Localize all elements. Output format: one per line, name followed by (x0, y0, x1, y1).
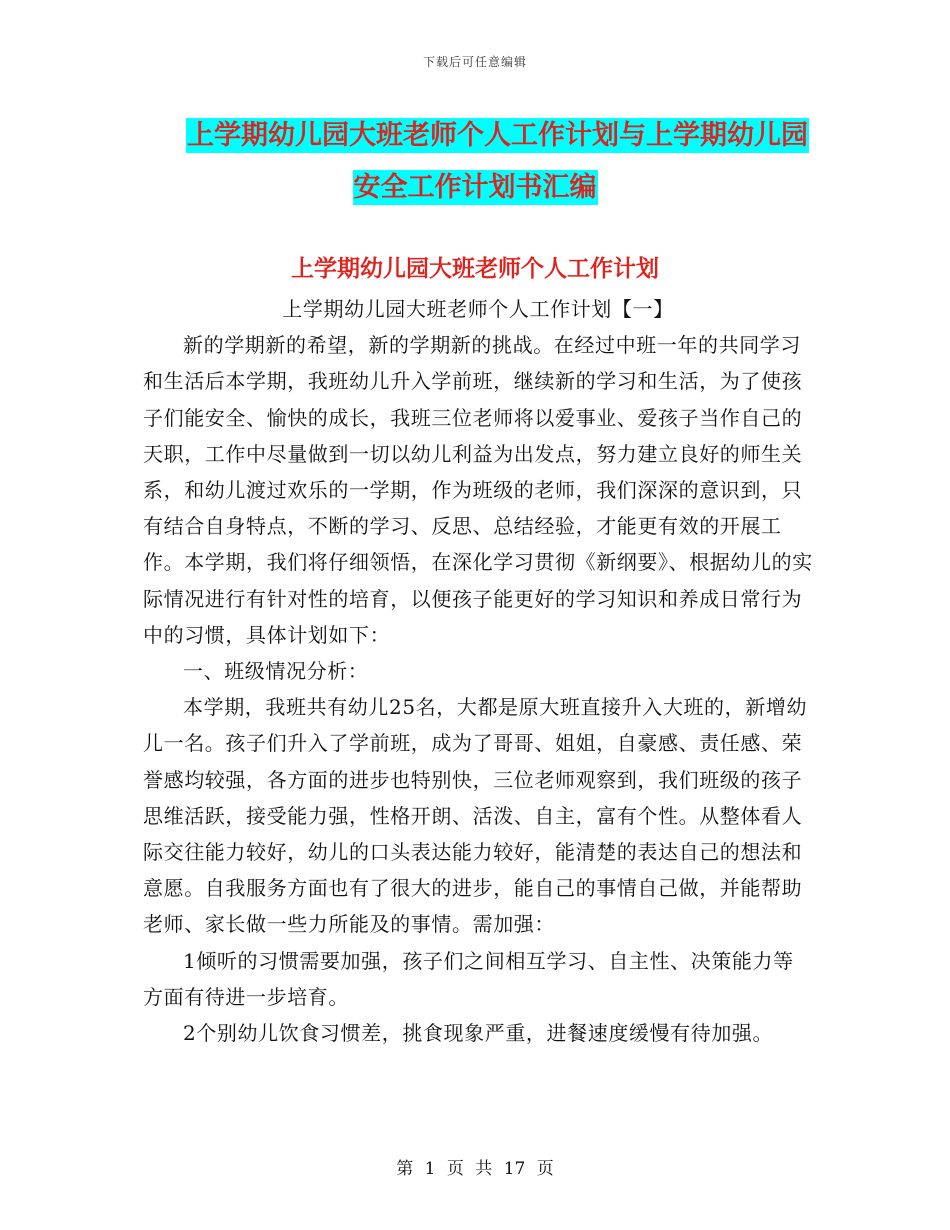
title-highlight-2: 安全工作计划书汇编 (353, 172, 597, 203)
document-title-line-1 (0, 110, 950, 162)
section-title: 上学期幼儿园大班老师个人工作计划 (291, 256, 659, 282)
paragraph-item-2: 2个别幼儿饮食习惯差，挑食现象严重，进餐速度缓慢有待加强。 (183, 1021, 774, 1046)
document-body (143, 291, 813, 1051)
paragraph-item-1: 1倾听的习惯需要加强，孩子们之间相互学习、自主性、决策能力等方面有待进一步培育。 (143, 948, 794, 1009)
plan-subtitle: 上学期幼儿园大班老师个人工作计划【一】 (282, 297, 674, 321)
paragraph-class-analysis: 本学期，我班共有幼儿25名，大都是原大班直接升入大班的，新增幼儿一名。孩子们升入了学前班，成为了哥哥、姐姐，自豪感、责任感、荣誉感均较强，各方面的进步也特别快，三位老师观察到，我们班级的孩子思维活跃，接受能力强，性格开朗、活泼、自主，富有个性。从整体看人际交往能力较好，幼儿的口头表达能力较好，能清楚的表达自己的想法和意愿。自我服务方面也有了很大的进步，能自己的事情自己做，并能帮助老师、家长做一些力所能及的事情。需加强： (143, 695, 808, 937)
title-highlight-1: 上学期幼儿园大班老师个人工作计划与上学期幼儿园 (187, 120, 808, 151)
document-title (0, 110, 950, 214)
document-title-line-2 (0, 162, 950, 214)
page-number-footer: 第 1 页 共 17 页 (396, 1159, 554, 1179)
page-header-note: 下载后可任意编辑 (422, 55, 527, 69)
paragraph-heading-class-analysis: 一、班级情况分析： (183, 659, 369, 684)
paragraph-intro: 新的学期新的希望，新的学期新的挑战。在经过中班一年的共同学习和生活后本学期，我班幼儿升入学前班，继续新的学习和生活，为了使孩子们能安全、愉快的成长，我班三位老师将以爱事业、爱孩子当作自己的天职，工作中尽量做到一切以幼儿利益为出发点，努力建立良好的师生关系，和幼儿渡过欢乐的一学期，作为班级的老师，我们深深的意识到，只有结合自身特点，不断的学习、反思、总结经验，才能更有效的开展工作。本学期，我们将仔细领悟，在深化学习贯彻《新纲要》、根据幼儿的实际情况进行有针对性的培育，以便孩子能更好的学习知识和养成日常行为中的习惯，具体计划如下： (143, 333, 813, 647)
